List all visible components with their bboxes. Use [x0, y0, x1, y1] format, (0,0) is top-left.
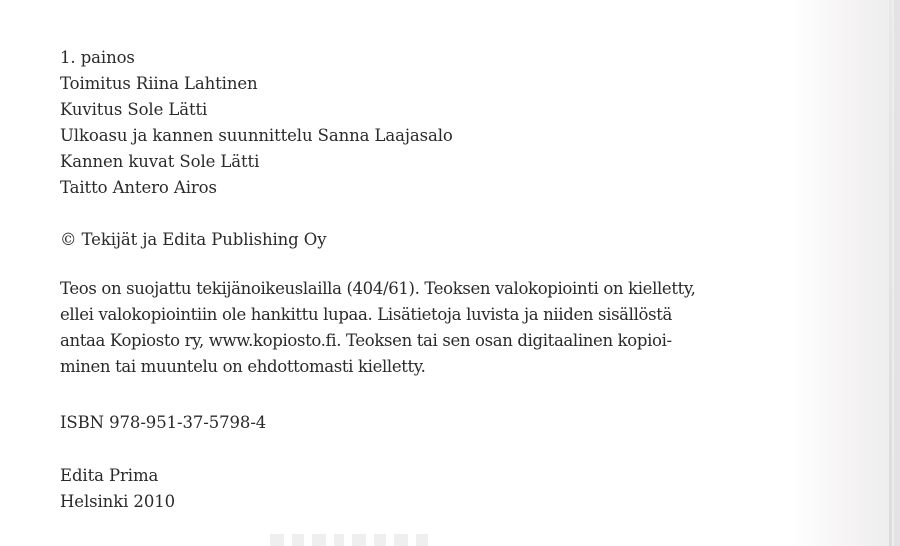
copyright-line: © Tekijät ja Edita Publishing Oy [60, 230, 327, 249]
edition-line: 1. painos [60, 48, 135, 67]
legal-notice-block [60, 276, 740, 380]
copyright-block [60, 227, 326, 253]
legal-line-4: minen tai muuntelu on ehdottomasti kielletty. [60, 357, 426, 376]
legal-line-3: antaa Kopiosto ry, www.kopiosto.fi. Teoksen tai sen osan digitaalinen kopioi- [60, 331, 672, 350]
publisher-name: Edita Prima [60, 466, 159, 485]
credits-block [60, 45, 453, 201]
page-outer-edge [894, 0, 900, 546]
layout-design-line: Ulkoasu ja kannen suunnittelu Sanna Laajasalo [60, 126, 453, 145]
legal-line-1: Teos on suojattu tekijänoikeuslailla (404/61). Teoksen valokopiointi on kielletty, [60, 279, 696, 298]
publisher-place-year: Helsinki 2010 [60, 492, 176, 511]
isbn-line: ISBN 978-951-37-5798-4 [60, 413, 267, 432]
editor-line: Toimitus Riina Lahtinen [60, 74, 258, 93]
page-fold-line [889, 0, 892, 546]
legal-line-2: ellei valokopiointiin ole hankittu lupaa. Lisätietoja luvista ja niiden sisällöstä [60, 305, 672, 324]
cover-images-line: Kannen kuvat Sole Lätti [60, 152, 260, 171]
illustrator-line: Kuvitus Sole Lätti [60, 100, 208, 119]
typesetting-line: Taitto Antero Airos [60, 178, 217, 197]
isbn-block [60, 410, 266, 436]
bleed-through-shadow [270, 526, 440, 546]
publisher-block [60, 463, 175, 515]
